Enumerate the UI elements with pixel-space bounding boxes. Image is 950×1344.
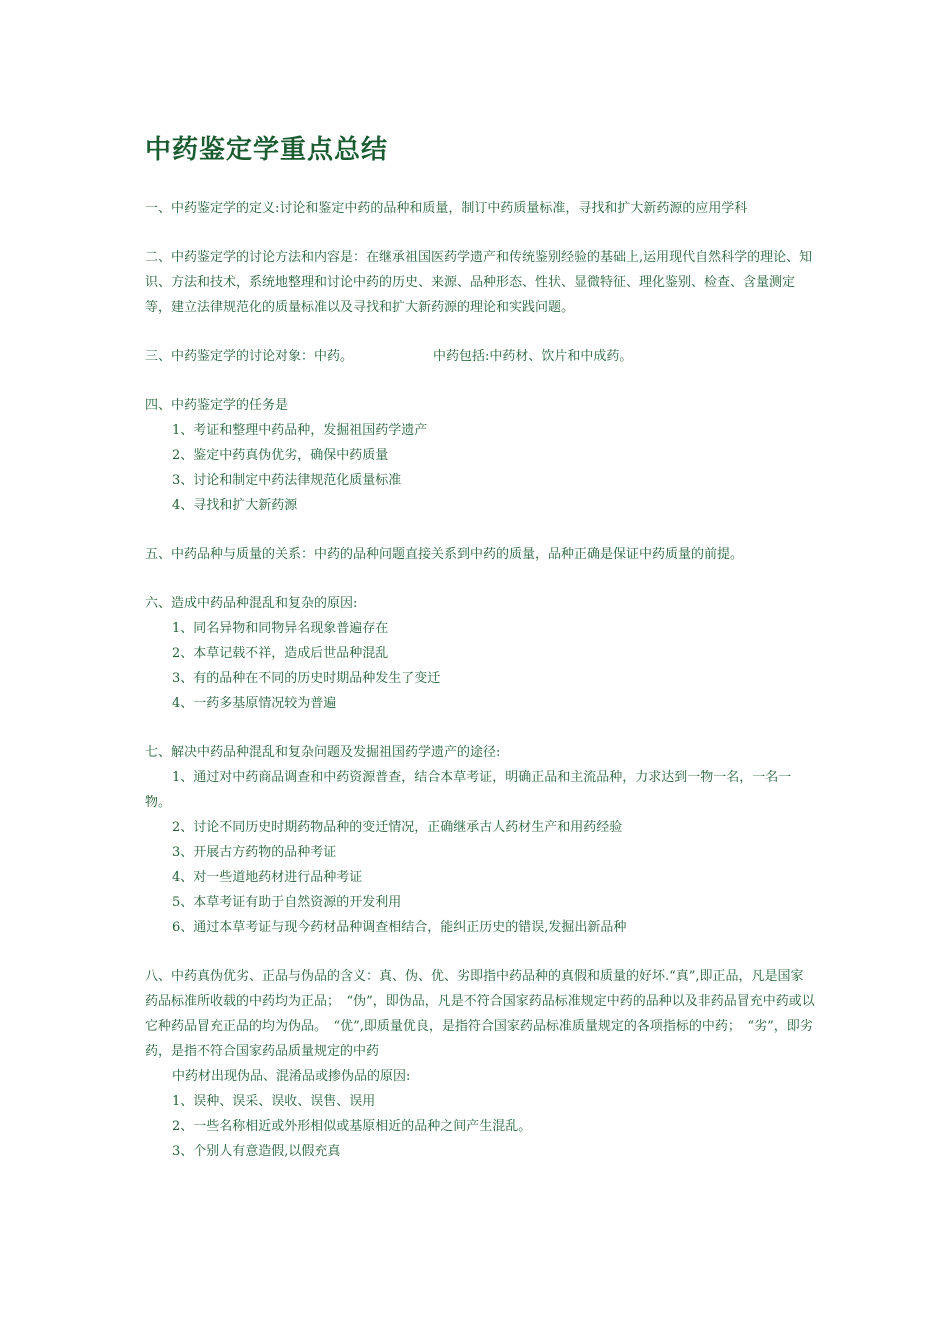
section-definition: 一、中药鉴定学的定义:讨论和鉴定中药的品种和质量，制订中药质量标准，寻找和扩大新药源的应用学科 bbox=[145, 201, 748, 216]
causes-heading: 六、造成中药品种混乱和复杂的原因: bbox=[145, 596, 358, 611]
list-item: 2、一些名称相近或外形相似或基原相近的品种之间产生混乱。 bbox=[172, 1119, 532, 1134]
list-item: 2、鉴定中药真伪优劣，确保中药质量 bbox=[172, 448, 389, 463]
section-tasks bbox=[145, 393, 815, 518]
section-objects bbox=[145, 344, 815, 369]
list-item: 4、寻找和扩大新药源 bbox=[172, 498, 298, 513]
list-item: 2、本草记载不祥，造成后世品种混乱 bbox=[172, 646, 389, 661]
list-item: 3、讨论和制定中药法律规范化质量标准 bbox=[172, 473, 402, 488]
list-item: 4、对一些道地药材进行品种考证 bbox=[172, 870, 363, 885]
section-authenticity bbox=[145, 964, 815, 1164]
list-item: 2、讨论不同历史时期药物品种的变迁情况，正确继承古人药材生产和用药经验 bbox=[172, 820, 623, 835]
tasks-heading: 四、中药鉴定学的任务是 bbox=[145, 398, 289, 413]
authenticity-body: 八、中药真伪优劣、正品与伪品的含义：真、伪、优、劣即指中药品种的真假和质量的好坏.“真”,即正品，凡是国家药品标准所收载的中药均为正品； “伪”，即伪品，凡是不符合国家药品标准规定中药的品种以及非药品冒充中药或以它种药品冒充正品的均为伪品。 “优”,即质量优良，是指符合国家药品标准质量规定的各项指标的中药； “劣”，即劣药，是指不符合国家药品质量规定的中药 bbox=[145, 969, 815, 1059]
list-item: 1、考证和整理中药品种，发掘祖国药学遗产 bbox=[172, 423, 428, 438]
section-causes bbox=[145, 591, 815, 716]
solutions-heading: 七、解决中药品种混乱和复杂问题及发掘祖国药学遗产的途径: bbox=[145, 745, 501, 760]
list-item: 5、本草考证有助于自然资源的开发利用 bbox=[172, 895, 402, 910]
list-item: 6、通过本草考证与现今药材品种调查相结合，能纠正历史的错误,发掘出新品种 bbox=[172, 920, 627, 935]
section-solutions bbox=[145, 740, 815, 940]
list-item: 4、一药多基原情况较为普遍 bbox=[172, 696, 337, 711]
section-methods: 二、中药鉴定学的讨论方法和内容是：在继承祖国医药学遗产和传统鉴别经验的基础上,运用现代自然科学的理论、知识、方法和技术，系统地整理和讨论中药的历史、来源、品种形态、性状、显微特征、理化鉴别、检查、含量测定等，建立法律规范化的质量标准以及寻找和扩大新药源的理论和实践问题。 bbox=[145, 250, 813, 315]
list-item: 1、通过对中药商品调查和中药资源普查，结合本草考证，明确正品和主流品种，力求达到一物一名，一名一物。 bbox=[145, 770, 792, 810]
list-item: 3、开展古方药物的品种考证 bbox=[172, 845, 337, 860]
list-item: 3、有的品种在不同的历史时期品种发生了变迁 bbox=[172, 671, 441, 686]
list-item: 1、同名异物和同物异名现象普遍存在 bbox=[172, 621, 389, 636]
objects-left: 三、中药鉴定学的讨论对象：中药。 bbox=[145, 349, 354, 364]
objects-right: 中药包括:中药材、饮片和中成药。 bbox=[433, 349, 633, 364]
document-title: 中药鉴定学重点总结 bbox=[145, 135, 389, 165]
document-page bbox=[145, 128, 815, 1188]
counterfeit-heading: 中药材出现伪品、混淆品或掺伪品的原因: bbox=[172, 1069, 411, 1084]
list-item: 3、个别人有意造假,以假充真 bbox=[172, 1144, 341, 1159]
list-item: 1、误种、误采、误收、误售、误用 bbox=[172, 1094, 376, 1109]
section-relation: 五、中药品种与质量的关系：中药的品种问题直接关系到中药的质量，品种正确是保证中药质量的前提。 bbox=[145, 547, 744, 562]
